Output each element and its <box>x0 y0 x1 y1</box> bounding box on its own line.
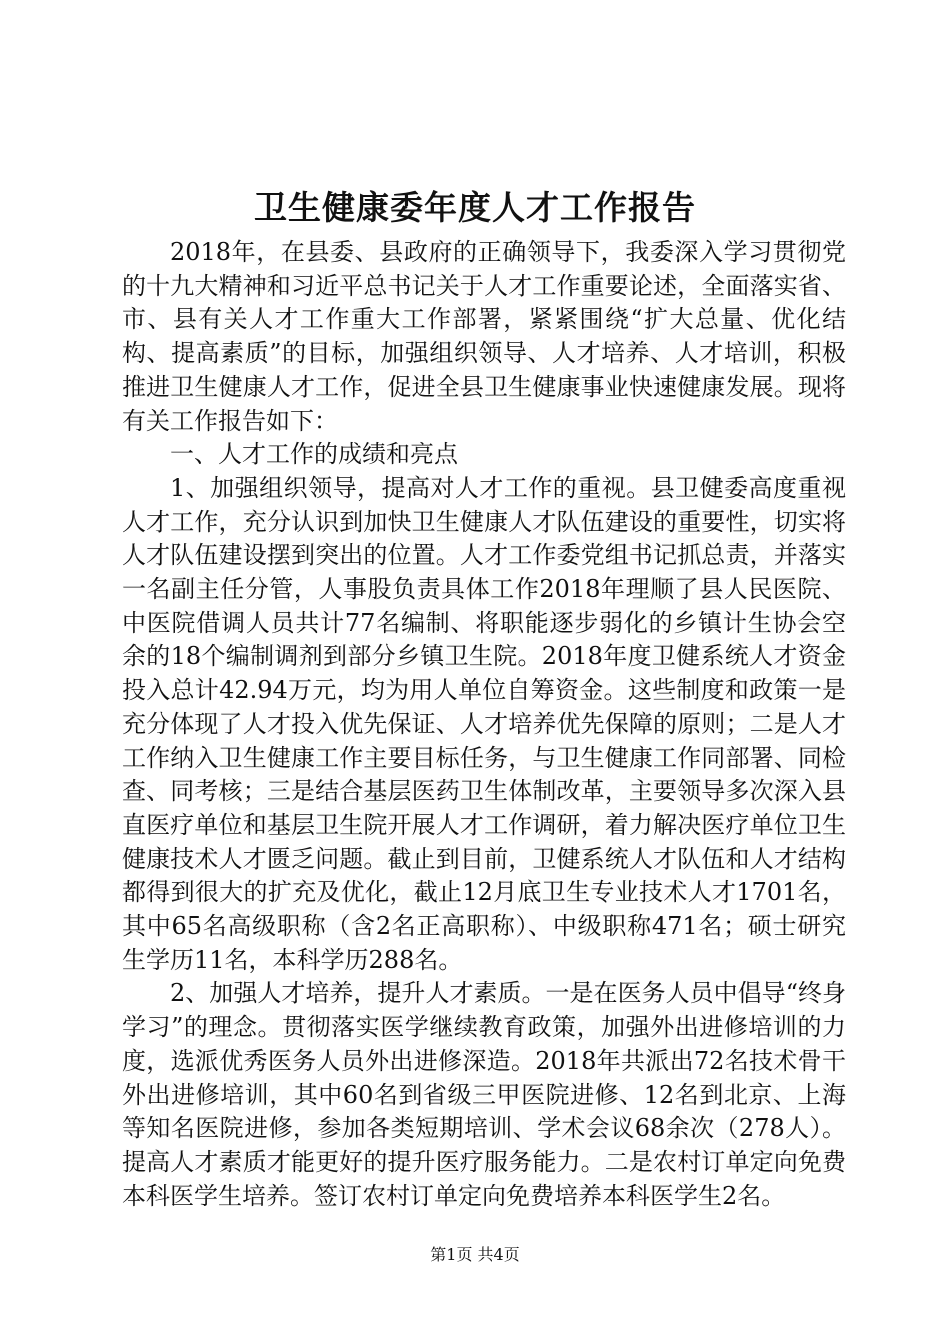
document-title: 卫生健康委年度人才工作报告 <box>254 188 696 227</box>
paragraph-training: 2、加强人才培养，提升人才素质。一是在医务人员中倡导“终身学习”的理念。贯彻落实医学继续教育政策，加强外出进修培训的力度，选派优秀医务人员外出进修深造。2018年共派出72名技术骨干外出进修培训，其中60名到省级三甲医院进修、12名到北京、上海等知名医院进修，参加各类短期培训、学术会议68余次（278人）。提高人才素质才能更好的提升医疗服务能力。二是农村订单定向免费本科医学生培养。签订农村订单定向免费培养本科医学生2名。 <box>122 979 846 1210</box>
paragraph-intro: 2018年，在县委、县政府的正确领导下，我委深入学习贯彻党的十九大精神和习近平总书记关于人才工作重要论述，全面落实省、市、县有关人才工作重大工作部署，紧紧围绕“扩大总量、优化结构、提高素质”的目标，加强组织领导、人才培养、人才培训，积极推进卫生健康人才工作，促进全县卫生健康事业快速健康发展。现将有关工作报告如下： <box>122 238 846 435</box>
document-body <box>122 236 846 1213</box>
page-number-footer: 第1页 共4页 <box>430 1245 520 1264</box>
section-heading: 一、人才工作的成绩和亮点 <box>170 440 458 469</box>
paragraph-organization: 1、加强组织领导，提高对人才工作的重视。县卫健委高度重视人才工作，充分认识到加快卫生健康人才队伍建设的重要性，切实将人才队伍建设摆到突出的位置。人才工作委党组书记抓总责，并落实一名副主任分管，人事股负责具体工作2018年理顺了县人民医院、中医院借调人员共计77名编制、将职能逐步弱化的乡镇计生协会空余的18个编制调剂到部分乡镇卫生院。2018年度卫健系统人才资金投入总计42.94万元，均为用人单位自筹资金。这些制度和政策一是充分体现了人才投入优先保证、人才培养优先保障的原则；二是人才工作纳入卫生健康工作主要目标任务，与卫生健康工作同部署、同检查、同考核；三是结合基层医药卫生体制改革，主要领导多次深入县直医疗单位和基层卫生院开展人才工作调研，着力解决医疗单位卫生健康技术人才匮乏问题。截止到目前，卫健系统人才队伍和人才结构都得到很大的扩充及优化，截止12月底卫生专业技术人才1701名，其中65名高级职称（含2名正高职称）、中级职称471名；硕士研究生学历11名，本科学历288名。 <box>122 473 846 974</box>
